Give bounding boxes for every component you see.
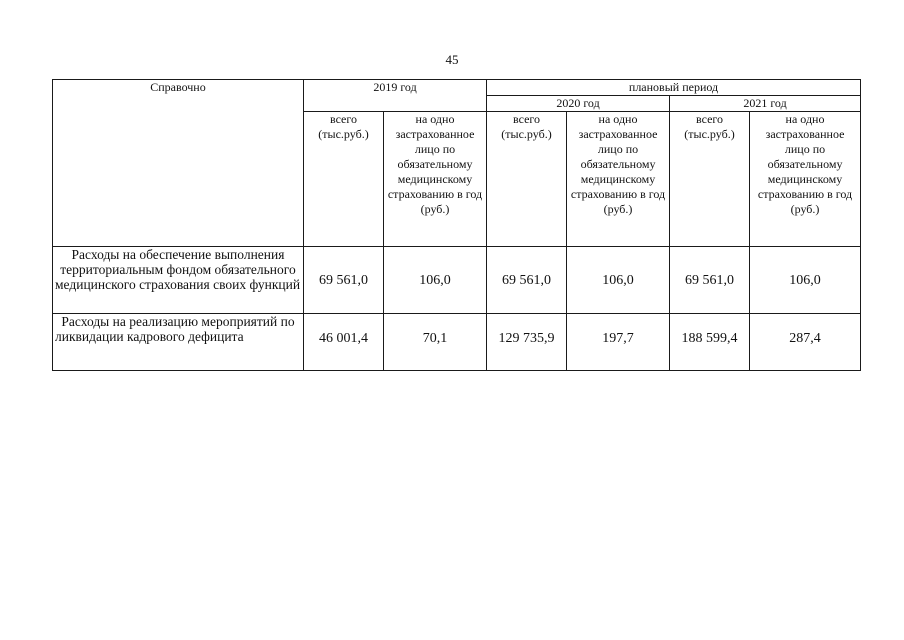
- header-year-2020: 2020 год: [487, 96, 670, 112]
- cell-total-2021: 188 599,4: [670, 314, 750, 371]
- subheader-total-2019: всего (тыс.руб.): [304, 112, 384, 247]
- header-year-2019: 2019 год: [304, 80, 487, 112]
- cell-per-person-2021: 287,4: [750, 314, 861, 371]
- cell-total-2019: 46 001,4: [304, 314, 384, 371]
- table-row: [53, 247, 861, 314]
- subheader-total-2020: всего (тыс.руб.): [487, 112, 567, 247]
- row-label: Расходы на реализацию мероприятий по ликвидации кадрового дефицита: [53, 314, 304, 371]
- subheader-per-person-2021: на одно застрахованное лицо по обязательному медицинскому страхованию в год (руб.): [750, 112, 861, 247]
- row-label: Расходы на обеспечение выполнения территориальным фондом обязательного медицинского страхования своих функций: [53, 247, 304, 314]
- cell-total-2020: 129 735,9: [487, 314, 567, 371]
- reference-table: [52, 79, 861, 371]
- subheader-per-person-2020: на одно застрахованное лицо по обязательному медицинскому страхованию в год (руб.): [567, 112, 670, 247]
- corner-label: Справочно: [53, 80, 304, 247]
- cell-per-person-2019: 70,1: [384, 314, 487, 371]
- cell-per-person-2021: 106,0: [750, 247, 861, 314]
- cell-total-2021: 69 561,0: [670, 247, 750, 314]
- cell-per-person-2020: 106,0: [567, 247, 670, 314]
- header-planning-period: плановый период: [487, 80, 861, 96]
- subheader-total-2021: всего (тыс.руб.): [670, 112, 750, 247]
- cell-total-2020: 69 561,0: [487, 247, 567, 314]
- page-number: 45: [445, 52, 459, 67]
- header-row-1: [53, 80, 861, 96]
- cell-total-2019: 69 561,0: [304, 247, 384, 314]
- subheader-per-person-2019: на одно застрахованное лицо по обязательному медицинскому страхованию в год (руб.): [384, 112, 487, 247]
- header-year-2021: 2021 год: [670, 96, 861, 112]
- cell-per-person-2020: 197,7: [567, 314, 670, 371]
- cell-per-person-2019: 106,0: [384, 247, 487, 314]
- table-row: [53, 314, 861, 371]
